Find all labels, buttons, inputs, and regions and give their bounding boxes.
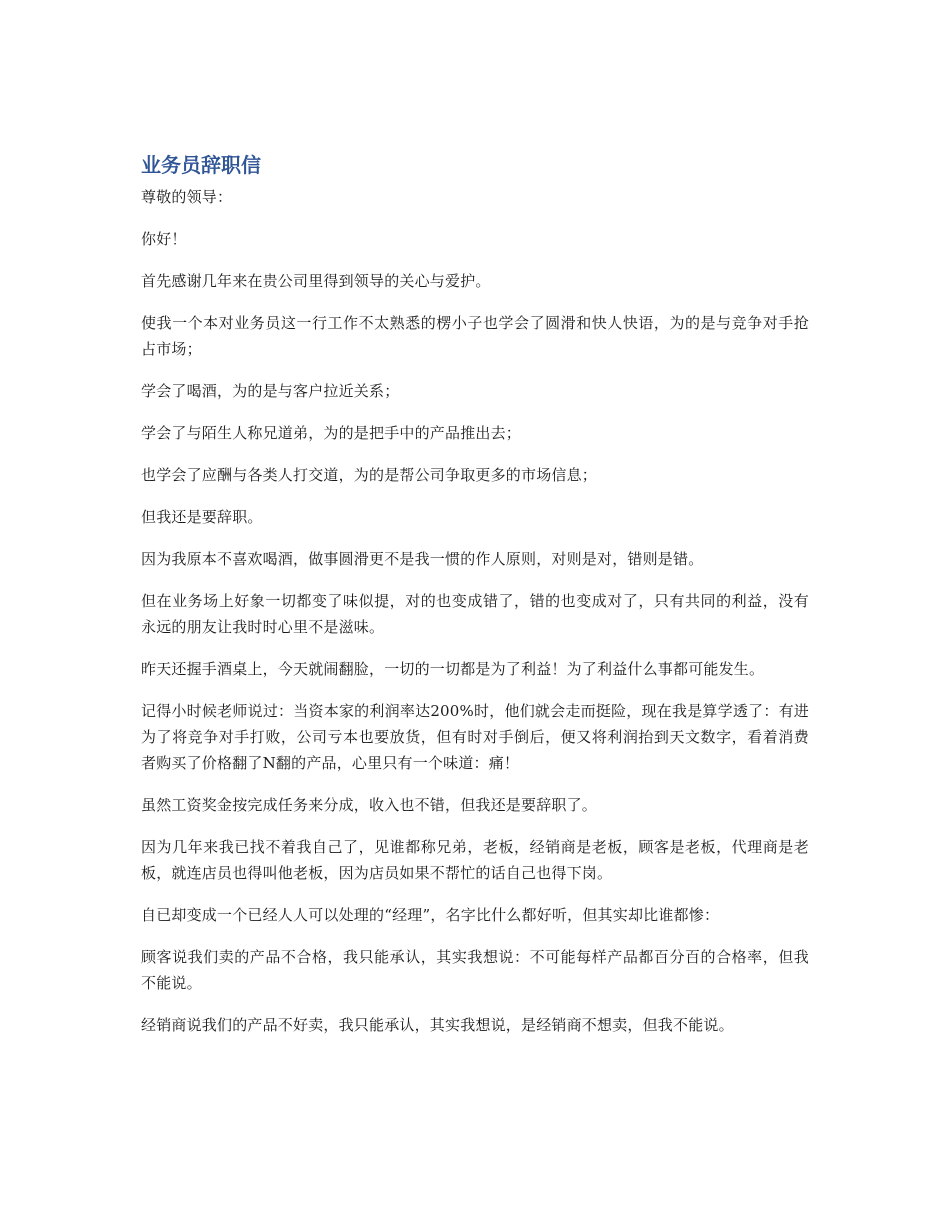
paragraph: 自已却变成一个已经人人可以处理的“经理”，名字比什么都好听，但其实却比谁都惨： (141, 906, 720, 924)
paragraph: 也学会了应酬与各类人打交道，为的是帮公司争取更多的市场信息； (141, 466, 598, 484)
paragraph: 但我还是要辞职。 (141, 508, 263, 526)
greeting: 你好！ (141, 230, 187, 248)
paragraph: 但在业务场上好象一切都变了味似提，对的也变成错了，错的也变成对了，只有共同的利益，没有永远的朋友让我时时心里不是滋味。 (141, 592, 809, 636)
paragraph: 使我一个本对业务员这一行工作不太熟悉的楞小子也学会了圆滑和快人快语，为的是与竞争对手抢占市场； (141, 314, 809, 358)
paragraph: 虽然工资奖金按完成任务来分成，收入也不错，但我还是要辞职了。 (141, 796, 598, 814)
paragraph: 经销商说我们的产品不好卖，我只能承认，其实我想说，是经销商不想卖，但我不能说。 (141, 1016, 734, 1034)
paragraph: 学会了喝酒，为的是与客户拉近关系； (141, 382, 400, 400)
document-title: 业务员辞职信 (141, 153, 261, 177)
paragraph: 昨天还握手酒桌上，今天就闹翻脸，一切的一切都是为了利益！为了利益什么事都可能发生。 (141, 660, 765, 678)
paragraph: 顾客说我们卖的产品不合格，我只能承认，其实我想说：不可能每样产品都百分百的合格率，但我不能说。 (141, 948, 809, 992)
paragraph: 学会了与陌生人称兄道弟，为的是把手中的产品推出去； (141, 424, 522, 442)
salutation: 尊敬的领导： (141, 188, 233, 206)
paragraph: 记得小时候老师说过：当资本家的利润率达200%时，他们就会走而挺险，现在我是算学透了：有进为了将竞争对手打败，公司亏本也要放货，但有时对手倒后，便又将利润抬到天文数字，看着消费者购买了价格翻了N翻的产品，心里只有一个味道：痛！ (141, 702, 809, 772)
document-page (141, 150, 809, 1054)
paragraph: 因为几年来我已找不着我自己了，见谁都称兄弟，老板，经销商是老板，顾客是老板，代理商是老板，就连店员也得叫他老板，因为店员如果不帮忙的话自己也得下岗。 (141, 838, 809, 882)
paragraph: 因为我原本不喜欢喝酒，做事圆滑更不是我一惯的作人原则，对则是对，错则是错。 (141, 550, 704, 568)
paragraph: 首先感谢几年来在贵公司里得到领导的关心与爱护。 (141, 272, 491, 290)
